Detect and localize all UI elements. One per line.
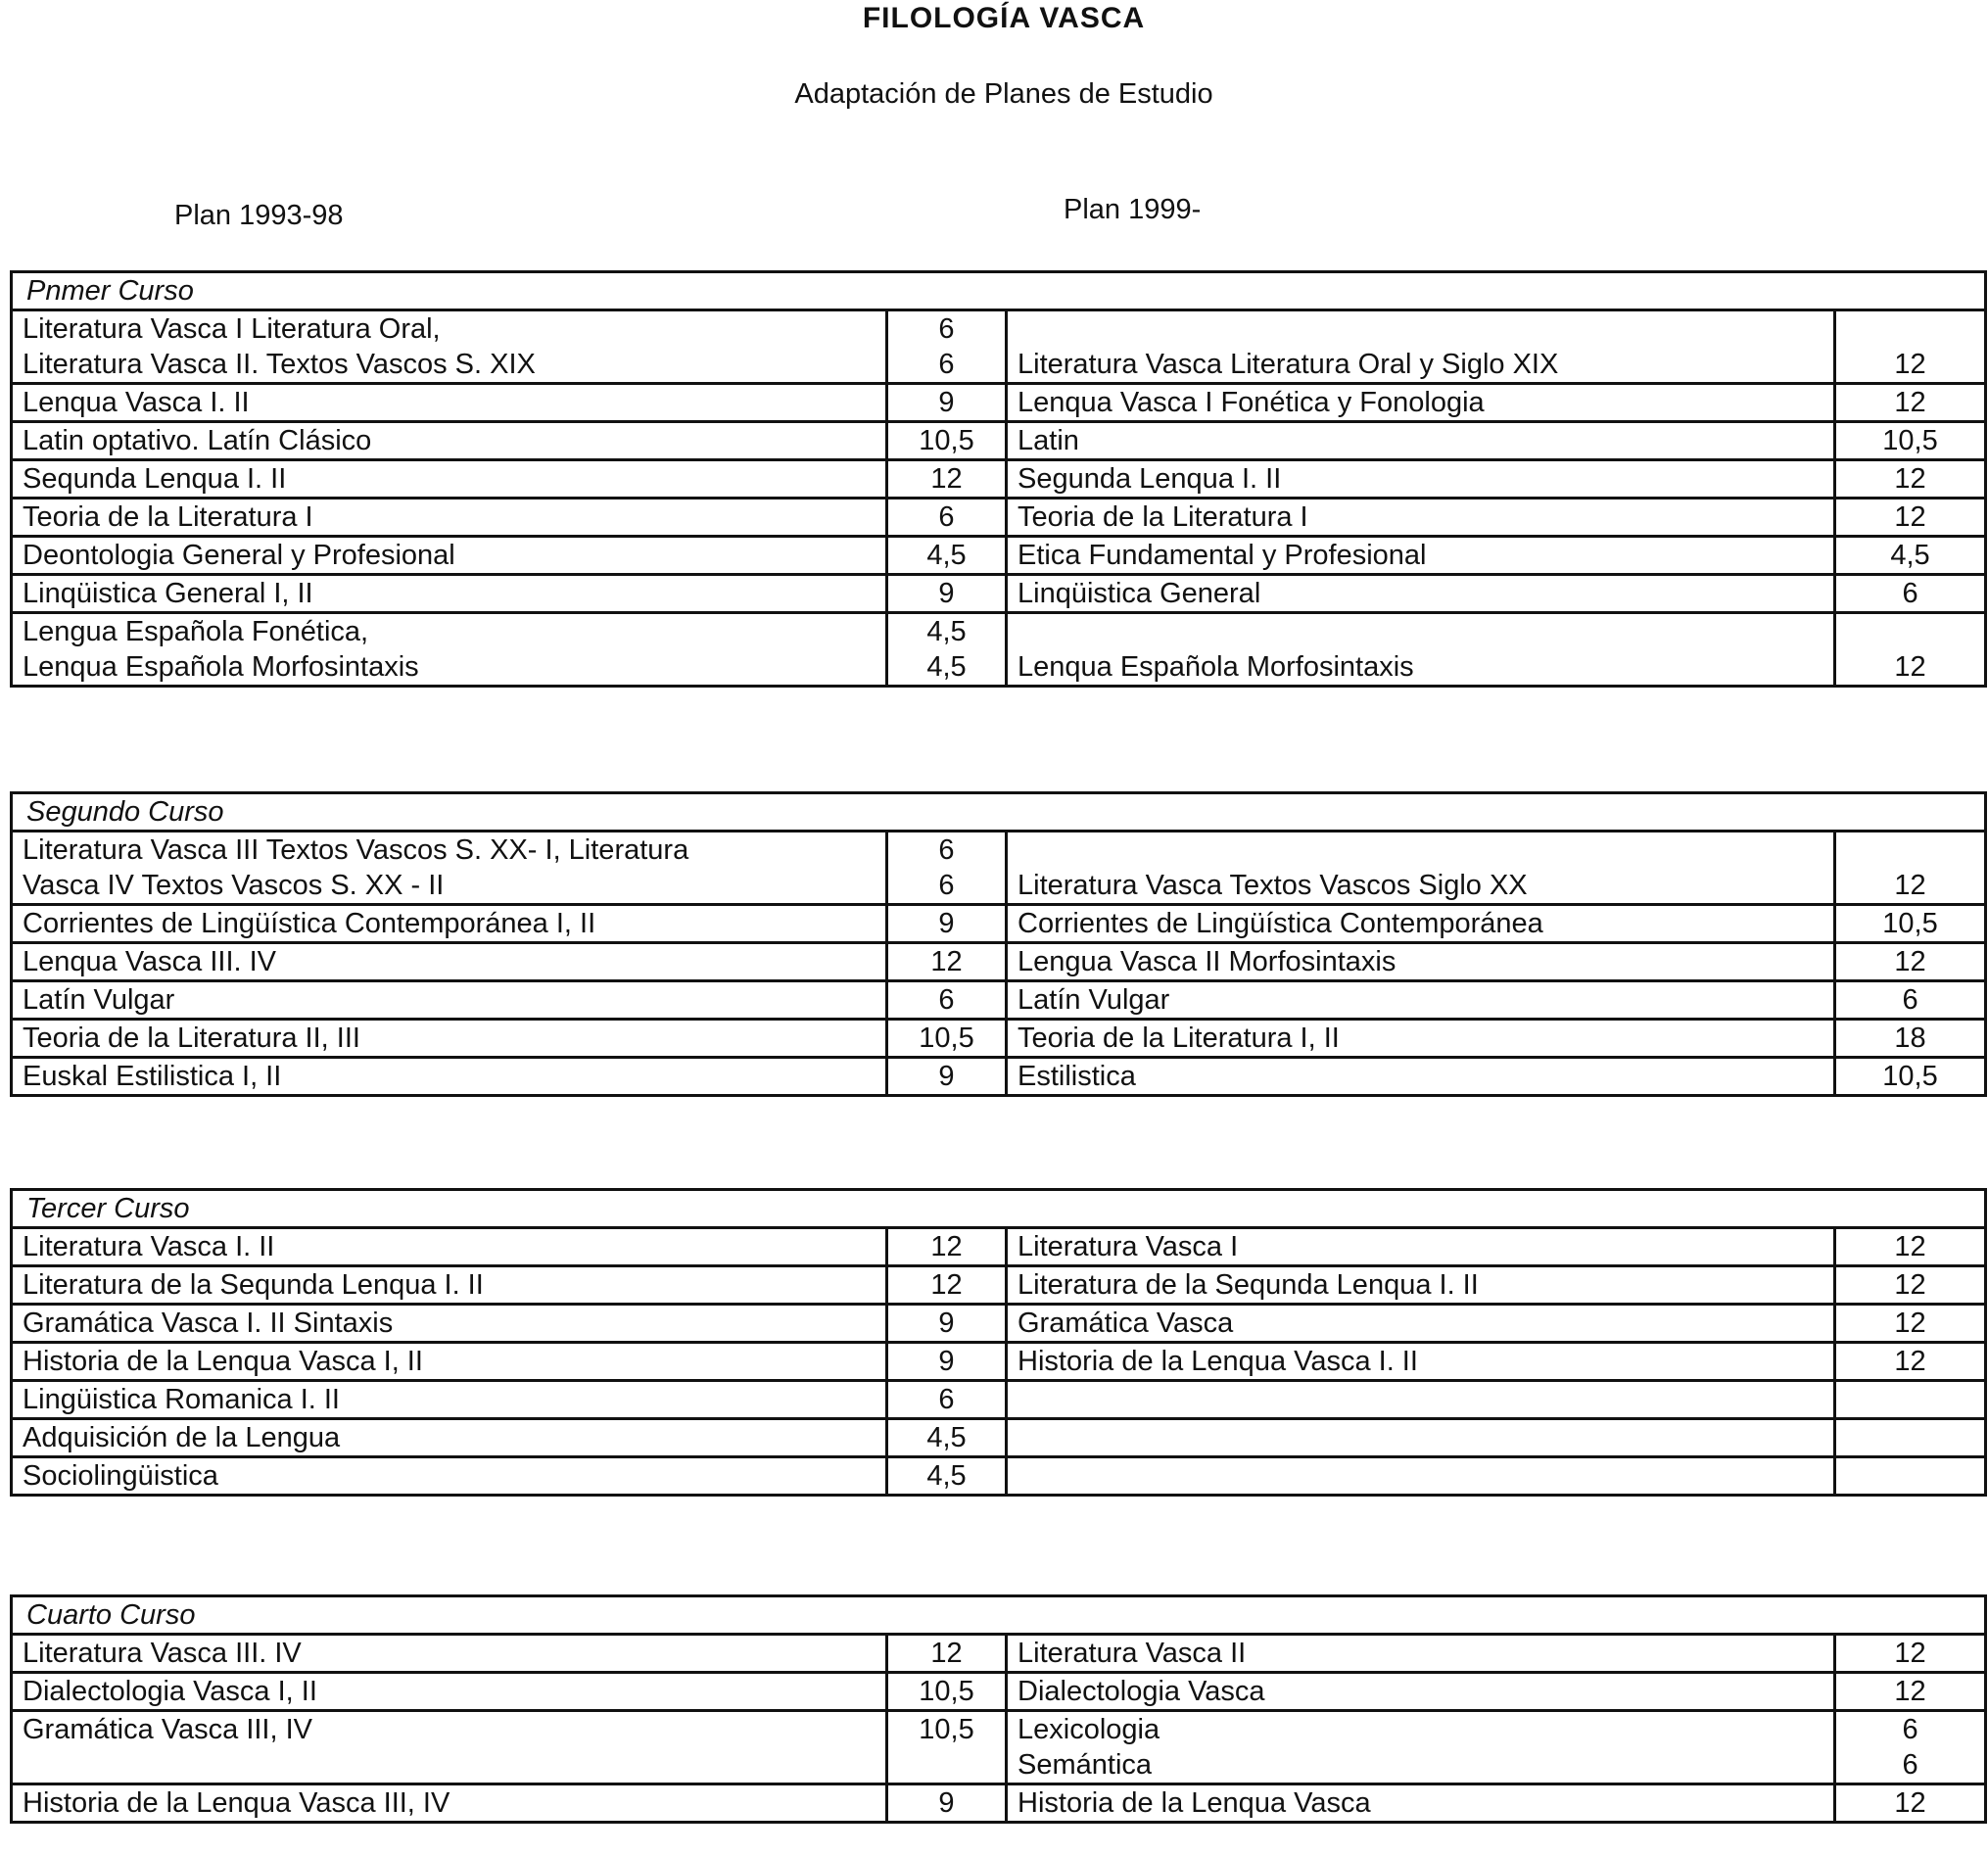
new-subject-cell <box>1007 1784 1835 1823</box>
new-subject-cell <box>1007 1020 1835 1058</box>
new-credits-cell <box>1835 613 1986 687</box>
old-subject-cell <box>12 981 887 1020</box>
cell-text: Lexicologia <box>1018 1714 1160 1745</box>
new-subject-cell <box>1007 499 1835 537</box>
new-subject-cell <box>1007 310 1835 384</box>
course-table <box>10 791 1987 1097</box>
new-subject-cell <box>1007 1711 1835 1784</box>
old-credits-cell <box>887 1305 1007 1343</box>
old-credits-cell <box>887 905 1007 943</box>
new-credits-cell <box>1835 422 1986 460</box>
old-subject-cell <box>12 1457 887 1496</box>
cell-text: 18 <box>1894 1023 1926 1054</box>
cell-text: 12 <box>1894 387 1926 418</box>
cell-text: 12 <box>1894 1269 1926 1301</box>
table-row <box>12 1228 1986 1266</box>
cell-text: 6 <box>1902 578 1918 609</box>
cell-text: Teoria de la Literatura I, II <box>1018 1023 1340 1054</box>
table-row <box>12 1266 1986 1305</box>
course-table <box>10 1594 1987 1824</box>
new-subject-cell <box>1007 384 1835 422</box>
cell-text: 9 <box>938 1061 955 1092</box>
cell-text: 6 <box>938 984 955 1016</box>
new-subject-cell <box>1007 537 1835 575</box>
new-credits-cell <box>1835 981 1986 1020</box>
old-credits-cell <box>887 422 1007 460</box>
cell-text: 12 <box>1894 946 1926 977</box>
cell-text: Historia de la Lenqua Vasca <box>1018 1787 1371 1819</box>
table-row <box>12 1784 1986 1823</box>
new-subject-cell <box>1007 1381 1835 1419</box>
cell-text: Linqüistica General <box>1018 578 1261 609</box>
cell-text: 12 <box>1894 1787 1926 1819</box>
new-subject-cell <box>1007 1419 1835 1457</box>
new-subject-cell <box>1007 575 1835 613</box>
new-credits-cell <box>1835 1673 1986 1711</box>
course-table <box>10 270 1987 688</box>
new-credits-cell <box>1835 1266 1986 1305</box>
cell-text: 12 <box>930 1269 963 1301</box>
cell-text: 6 <box>938 313 955 345</box>
cell-text: Lenqua Española Morfosintaxis <box>23 651 419 683</box>
cell-text: Gramática Vasca <box>1018 1308 1234 1339</box>
plan-new-heading: Plan 1999- <box>1064 194 1202 225</box>
cell-text: Sociolingüistica <box>23 1460 218 1492</box>
cell-text: Gramática Vasca III, IV <box>23 1714 313 1745</box>
new-credits-cell <box>1835 384 1986 422</box>
new-credits-cell <box>1835 499 1986 537</box>
cell-text: 6 <box>938 870 955 901</box>
old-credits-cell <box>887 1058 1007 1096</box>
table-row <box>12 384 1986 422</box>
old-credits-cell <box>887 832 1007 905</box>
new-credits-cell <box>1835 1020 1986 1058</box>
old-subject-cell <box>12 613 887 687</box>
new-credits-cell <box>1835 1419 1986 1457</box>
new-credits-cell <box>1835 905 1986 943</box>
table-row <box>12 422 1986 460</box>
table-row <box>12 1020 1986 1058</box>
cell-text: Dialectologia Vasca I, II <box>23 1676 317 1707</box>
old-credits-cell <box>887 1343 1007 1381</box>
new-credits-cell <box>1835 1305 1986 1343</box>
cell-text <box>1018 1420 1823 1455</box>
old-credits-cell <box>887 1635 1007 1673</box>
new-credits-cell <box>1835 832 1986 905</box>
cell-text: 6 <box>938 1384 955 1415</box>
course-header: Cuarto Curso <box>12 1596 1986 1635</box>
course-header: Tercer Curso <box>12 1190 1986 1228</box>
new-subject-cell <box>1007 460 1835 499</box>
old-credits-cell <box>887 1419 1007 1457</box>
cell-text: 12 <box>1894 1346 1926 1377</box>
cell-text: Deontologia General y Profesional <box>23 540 455 571</box>
cell-text: Lenqua Vasca I Fonética y Fonologia <box>1018 387 1485 418</box>
new-subject-cell <box>1007 1305 1835 1343</box>
cell-text: 4,5 <box>926 1422 967 1453</box>
new-credits-cell <box>1835 1058 1986 1096</box>
old-credits-cell <box>887 499 1007 537</box>
cell-text: Etica Fundamental y Profesional <box>1018 540 1427 571</box>
new-credits-cell <box>1835 1635 1986 1673</box>
table-row <box>12 981 1986 1020</box>
table-row <box>12 832 1986 905</box>
old-subject-cell <box>12 384 887 422</box>
old-subject-cell <box>12 905 887 943</box>
cell-text: 12 <box>1894 501 1926 533</box>
cell-text <box>1836 1420 1984 1455</box>
old-credits-cell <box>887 575 1007 613</box>
cell-text: 9 <box>938 1346 955 1377</box>
old-credits-cell <box>887 943 1007 981</box>
table-row <box>12 1058 1986 1096</box>
old-credits-cell <box>887 1784 1007 1823</box>
course-header: Pnmer Curso <box>12 272 1986 310</box>
cell-text: Corrientes de Lingüística Contemporánea I, II <box>23 908 596 939</box>
cell-text: Segunda Lenqua I. II <box>1018 463 1282 495</box>
old-subject-cell <box>12 1673 887 1711</box>
cell-text: Literatura de la Sequnda Lenqua I. II <box>1018 1269 1479 1301</box>
new-subject-cell <box>1007 1673 1835 1711</box>
cell-text: 6 <box>1902 984 1918 1016</box>
cell-text: 6 <box>1902 1749 1918 1781</box>
old-subject-cell <box>12 499 887 537</box>
cell-text <box>1836 1382 1984 1417</box>
old-subject-cell <box>12 1419 887 1457</box>
cell-text: Vasca IV Textos Vascos S. XX - II <box>23 870 445 901</box>
cell-text: Lingüistica Romanica I. II <box>23 1384 340 1415</box>
cell-text: 10,5 <box>919 425 974 456</box>
table-row <box>12 460 1986 499</box>
old-subject-cell <box>12 1635 887 1673</box>
new-subject-cell <box>1007 422 1835 460</box>
cell-text: 12 <box>1894 1308 1926 1339</box>
new-credits-cell <box>1835 1457 1986 1496</box>
cell-text: 10,5 <box>919 1676 974 1707</box>
cell-text: Historia de la Lenqua Vasca I. II <box>1018 1346 1418 1377</box>
cell-text: 12 <box>1894 463 1926 495</box>
old-subject-cell <box>12 422 887 460</box>
new-subject-cell <box>1007 1343 1835 1381</box>
table-row <box>12 1381 1986 1419</box>
cell-text: Historia de la Lenqua Vasca III, IV <box>23 1787 450 1819</box>
old-subject-cell <box>12 832 887 905</box>
table-row <box>12 1635 1986 1673</box>
new-subject-cell <box>1007 981 1835 1020</box>
cell-text: Estilistica <box>1018 1061 1136 1092</box>
new-subject-cell <box>1007 1266 1835 1305</box>
cell-text: 4,5 <box>926 651 967 683</box>
cell-text: 10,5 <box>1882 425 1938 456</box>
new-credits-cell <box>1835 537 1986 575</box>
cell-text: Linqüistica General I, II <box>23 578 313 609</box>
new-subject-cell <box>1007 1457 1835 1496</box>
document-title: FILOLOGÍA VASCA <box>862 2 1146 34</box>
cell-text: Teoria de la Literatura I <box>1018 501 1308 533</box>
old-subject-cell <box>12 1228 887 1266</box>
cell-text: Latin optativo. Latín Clásico <box>23 425 372 456</box>
cell-text: 4,5 <box>1890 540 1930 571</box>
document-subtitle: Adaptación de Planes de Estudio <box>794 78 1213 110</box>
old-subject-cell <box>12 1020 887 1058</box>
cell-text: Semántica <box>1018 1749 1153 1781</box>
cell-text: 4,5 <box>926 616 967 647</box>
cell-text: Adquisición de la Lengua <box>23 1422 341 1453</box>
cell-text: 9 <box>938 1787 955 1819</box>
cell-text: Dialectologia Vasca <box>1018 1676 1265 1707</box>
new-credits-cell <box>1835 1711 1986 1784</box>
new-subject-cell <box>1007 1058 1835 1096</box>
new-credits-cell <box>1835 460 1986 499</box>
old-credits-cell <box>887 1020 1007 1058</box>
cell-text: Historia de la Lenqua Vasca I, II <box>23 1346 423 1377</box>
cell-text: 6 <box>938 501 955 533</box>
new-credits-cell <box>1835 943 1986 981</box>
cell-text: Latin <box>1018 425 1079 456</box>
table-row <box>12 310 1986 384</box>
table-row <box>12 1673 1986 1711</box>
new-credits-cell <box>1835 1381 1986 1419</box>
course-header: Segundo Curso <box>12 793 1986 832</box>
cell-text: Euskal Estilistica I, II <box>23 1061 282 1092</box>
old-credits-cell <box>887 1711 1007 1784</box>
course-table <box>10 1188 1987 1497</box>
table-row <box>12 1419 1986 1457</box>
new-subject-cell <box>1007 905 1835 943</box>
old-credits-cell <box>887 1381 1007 1419</box>
old-subject-cell <box>12 1343 887 1381</box>
table-row <box>12 905 1986 943</box>
cell-text: Literatura Vasca Textos Vascos Siglo XX <box>1018 870 1528 901</box>
cell-text: 12 <box>930 946 963 977</box>
cell-text: 4,5 <box>926 540 967 571</box>
cell-text: 12 <box>930 1231 963 1262</box>
new-credits-cell <box>1835 310 1986 384</box>
cell-text: Lenqua Vasca I. II <box>23 387 250 418</box>
old-subject-cell <box>12 1058 887 1096</box>
plan-old-heading: Plan 1993-98 <box>174 200 344 231</box>
old-credits-cell <box>887 613 1007 687</box>
old-subject-cell <box>12 310 887 384</box>
table-row <box>12 537 1986 575</box>
old-subject-cell <box>12 1381 887 1419</box>
cell-text: Latín Vulgar <box>1018 984 1170 1016</box>
cell-text: 12 <box>1894 1676 1926 1707</box>
table-row <box>12 1711 1986 1784</box>
cell-text: Literatura Vasca I. II <box>23 1231 275 1262</box>
old-subject-cell <box>12 537 887 575</box>
new-credits-cell <box>1835 1343 1986 1381</box>
new-subject-cell <box>1007 613 1835 687</box>
old-subject-cell <box>12 1305 887 1343</box>
new-subject-cell <box>1007 832 1835 905</box>
cell-text: Lenqua Española Morfosintaxis <box>1018 651 1414 683</box>
old-subject-cell <box>12 943 887 981</box>
old-credits-cell <box>887 981 1007 1020</box>
old-credits-cell <box>887 460 1007 499</box>
cell-text: Sequnda Lenqua I. II <box>23 463 287 495</box>
cell-text: Literatura Vasca I Literatura Oral, <box>23 313 441 345</box>
cell-text: 12 <box>1894 349 1926 380</box>
cell-text: Literatura Vasca III. IV <box>23 1638 302 1669</box>
cell-text: 12 <box>930 1638 963 1669</box>
cell-text <box>1836 1458 1984 1494</box>
old-credits-cell <box>887 310 1007 384</box>
old-credits-cell <box>887 537 1007 575</box>
cell-text: Literatura Vasca I <box>1018 1231 1239 1262</box>
old-credits-cell <box>887 384 1007 422</box>
cell-text: 12 <box>1894 1231 1926 1262</box>
cell-text: Literatura Vasca II. Textos Vascos S. XIX <box>23 349 536 380</box>
cell-text: 9 <box>938 908 955 939</box>
cell-text: 9 <box>938 578 955 609</box>
cell-text: Teoria de la Literatura II, III <box>23 1023 360 1054</box>
cell-text: 10,5 <box>1882 908 1938 939</box>
old-subject-cell <box>12 1784 887 1823</box>
new-credits-cell <box>1835 1228 1986 1266</box>
old-credits-cell <box>887 1266 1007 1305</box>
new-credits-cell <box>1835 1784 1986 1823</box>
table-row <box>12 499 1986 537</box>
cell-text: Corrientes de Lingüística Contemporánea <box>1018 908 1543 939</box>
cell-text: Lengua Vasca II Morfosintaxis <box>1018 946 1396 977</box>
cell-text: 6 <box>1902 1714 1918 1745</box>
cell-text: Literatura Vasca Literatura Oral y Siglo XIX <box>1018 349 1559 380</box>
cell-text: Latín Vulgar <box>23 984 175 1016</box>
cell-text: 6 <box>938 349 955 380</box>
old-credits-cell <box>887 1228 1007 1266</box>
cell-text: 6 <box>938 834 955 866</box>
cell-text: 9 <box>938 387 955 418</box>
cell-text <box>1018 1458 1823 1494</box>
old-subject-cell <box>12 575 887 613</box>
table-row <box>12 575 1986 613</box>
table-row <box>12 613 1986 687</box>
cell-text: 12 <box>1894 1638 1926 1669</box>
old-subject-cell <box>12 1711 887 1784</box>
cell-text: 10,5 <box>1882 1061 1938 1092</box>
table-row <box>12 1343 1986 1381</box>
new-credits-cell <box>1835 575 1986 613</box>
cell-text: 12 <box>1894 870 1926 901</box>
old-subject-cell <box>12 460 887 499</box>
cell-text: Lengua Española Fonética, <box>23 616 369 647</box>
cell-text: Literatura Vasca III Textos Vascos S. XX- I, Literatura <box>23 834 689 866</box>
new-subject-cell <box>1007 1635 1835 1673</box>
cell-text: Literatura de la Sequnda Lenqua I. II <box>23 1269 484 1301</box>
new-subject-cell <box>1007 1228 1835 1266</box>
cell-text: Literatura Vasca II <box>1018 1638 1247 1669</box>
cell-text: 12 <box>1894 651 1926 683</box>
cell-text: Teoria de la Literatura I <box>23 501 313 533</box>
cell-text <box>1018 1382 1823 1417</box>
cell-text: 4,5 <box>926 1460 967 1492</box>
cell-text: 9 <box>938 1308 955 1339</box>
cell-text: Gramática Vasca I. II Sintaxis <box>23 1308 394 1339</box>
old-credits-cell <box>887 1673 1007 1711</box>
cell-text: 12 <box>930 463 963 495</box>
table-row <box>12 1305 1986 1343</box>
old-subject-cell <box>12 1266 887 1305</box>
old-credits-cell <box>887 1457 1007 1496</box>
table-row <box>12 943 1986 981</box>
new-subject-cell <box>1007 943 1835 981</box>
cell-text: Lenqua Vasca III. IV <box>23 946 277 977</box>
cell-text: 10,5 <box>919 1714 974 1745</box>
cell-text: 10,5 <box>919 1023 974 1054</box>
table-row <box>12 1457 1986 1496</box>
